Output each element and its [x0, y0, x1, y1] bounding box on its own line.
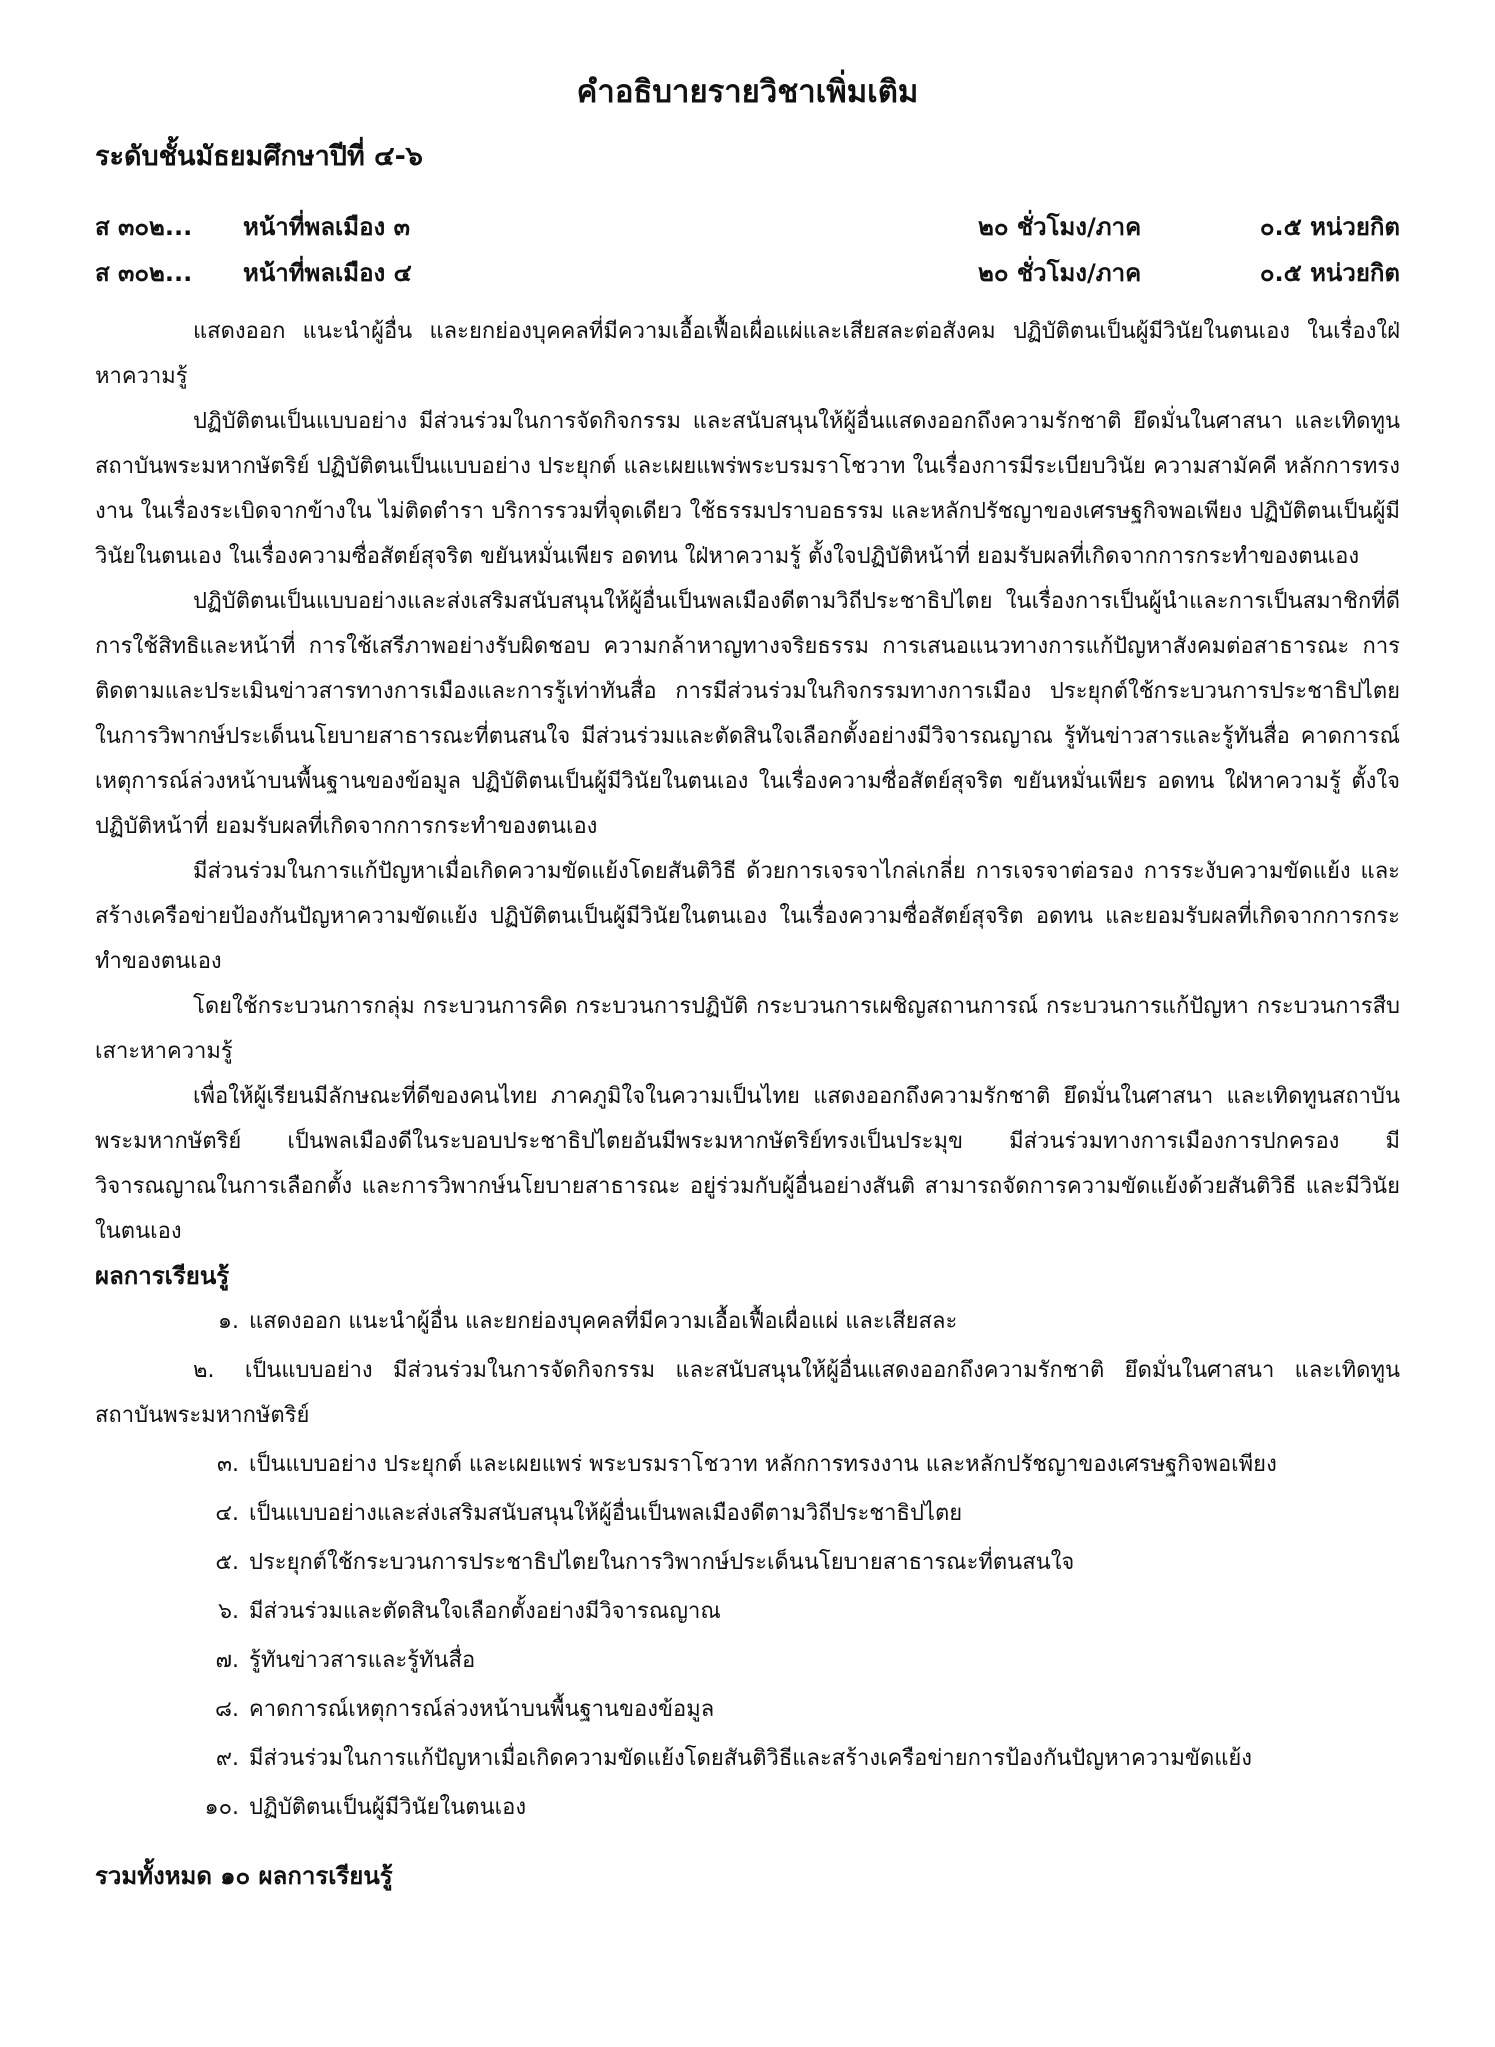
course-credit: ๐.๕ หน่วยกิต	[1259, 213, 1400, 241]
description-paragraph: ปฏิบัติตนเป็นแบบอย่างและส่งเสริมสนับสนุนให้ผู้อื่นเป็นพลเมืองดีตามวิถีประชาธิปไตย ในเรื่องการเป็นผู้นำและการเป็นสมาชิกที่ดี การใช้สิทธิและหน้าที่ การใช้เสรีภาพอย่างรับผิดชอบ ความกล้าหาญทางจริยธรรม การเสนอแนวทางการแก้ปัญหาสังคมต่อสาธารณะ การติดตามและประเมินข่าวสารทางการเมืองและการรู้เท่าทันสื่อ การมีส่วนร่วมในกิจกรรมทางการเมือง ประยุกต์ใช้กระบวนการประชาธิปไตยในการวิพากษ์ประเด็นนโยบายสาธารณะที่ตนสนใจ มีส่วนร่วมและตัดสินใจเลือกตั้งอย่างมีวิจารณญาณ รู้ทันข่าวสารและรู้ทันสื่อ คาดการณ์เหตุการณ์ล่วงหน้าบนพื้นฐานของข้อมูล ปฏิบัติตนเป็นผู้มีวินัยในตนเอง ในเรื่องความซื่อสัตย์สุจริต ขยันหมั่นเพียร อดทน ใฝ่หาความรู้ ตั้งใจปฏิบัติหน้าที่ ยอมรับผลที่เกิดจากการกระทำของตนเอง	[95, 589, 1400, 839]
outcome-number: ๗.	[215, 1648, 239, 1673]
outcome-text: ปฏิบัติตนเป็นผู้มีวินัยในตนเอง	[249, 1795, 527, 1820]
outcome-number: ๑๐.	[204, 1795, 239, 1820]
description-paragraph: ปฏิบัติตนเป็นแบบอย่าง มีส่วนร่วมในการจัดกิจกรรม และสนับสนุนให้ผู้อื่นแสดงออกถึงความรักชาติ ยึดมั่นในศาสนา และเทิดทูนสถาบันพระมหากษัตริย์ ปฏิบัติตนเป็นแบบอย่าง ประยุกต์ และเผยแพร่พระบรมราโชวาท ในเรื่องการมีระเบียบวินัย ความสามัคคี หลักการทรงงาน ในเรื่องระเบิดจากข้างใน ไม่ติดตำรา บริการรวมที่จุดเดียว ใช้ธรรมปราบอธรรม และหลักปรัชญาของเศรษฐกิจพอเพียง ปฏิบัติตนเป็นผู้มีวินัยในตนเอง ในเรื่องความซื่อสัตย์สุจริต ขยันหมั่นเพียร อดทน ใฝ่หาความรู้ ตั้งใจปฏิบัติหน้าที่ ยอมรับผลที่เกิดจากการกระทำของตนเอง	[95, 409, 1400, 569]
outcomes-total: รวมทั้งหมด ๑๐ ผลการเรียนรู้	[95, 1862, 393, 1890]
outcome-text: เป็นแบบอย่างและส่งเสริมสนับสนุนให้ผู้อื่นเป็นพลเมืองดีตามวิถีประชาธิปไตย	[249, 1501, 963, 1526]
outcome-text: มีส่วนร่วมและตัดสินใจเลือกตั้งอย่างมีวิจารณญาณ	[249, 1599, 721, 1624]
outcome-text: แสดงออก แนะนำผู้อื่น และยกย่องบุคคลที่มีความเอื้อเฟื้อเผื่อแผ่ และเสียสละ	[249, 1309, 958, 1334]
description-paragraph: แสดงออก แนะนำผู้อื่น และยกย่องบุคคลที่มีความเอื้อเฟื้อเผื่อแผ่และเสียสละต่อสังคม ปฏิบัติตนเป็นผู้มีวินัยในตนเอง ในเรื่องใฝ่หาความรู้	[95, 319, 1400, 389]
course-row	[95, 207, 1400, 253]
outcomes-list	[95, 1299, 1400, 1830]
course-name: หน้าที่พลเมือง ๓	[243, 213, 410, 241]
course-credit: ๐.๕ หน่วยกิต	[1259, 259, 1400, 287]
outcome-item	[95, 1589, 1400, 1634]
course-code: ส ๓๐๒...	[95, 213, 193, 241]
outcomes-heading: ผลการเรียนรู้	[95, 1262, 230, 1290]
description-paragraph: โดยใช้กระบวนการกลุ่ม กระบวนการคิด กระบวนการปฏิบัติ กระบวนการเผชิญสถานการณ์ กระบวนการแก้ปัญหา กระบวนการสืบเสาะหาความรู้	[95, 994, 1400, 1064]
outcome-text: เป็นแบบอย่าง ประยุกต์ และเผยแพร่ พระบรมราโชวาท หลักการทรงงาน และหลักปรัชญาของเศรษฐกิจพอเพียง	[249, 1452, 1277, 1477]
document-title: คำอธิบายรายวิชาเพิ่มเติม	[576, 74, 919, 110]
course-code: ส ๓๐๒...	[95, 259, 193, 287]
outcome-text: ประยุกต์ใช้กระบวนการประชาธิปไตยในการวิพากษ์ประเด็นนโยบายสาธารณะที่ตนสนใจ	[249, 1550, 1075, 1575]
outcome-number: ๔.	[215, 1501, 239, 1526]
course-name: หน้าที่พลเมือง ๔	[243, 259, 412, 287]
outcome-item	[95, 1638, 1400, 1683]
outcome-item	[95, 1299, 1400, 1344]
outcome-item	[95, 1687, 1400, 1732]
outcome-text: มีส่วนร่วมในการแก้ปัญหาเมื่อเกิดความขัดแย้งโดยสันติวิธีและสร้างเครือข่ายการป้องกันปัญหาความขัดแย้ง	[249, 1746, 1253, 1771]
grade-level: ระดับชั้นมัธยมศึกษาปีที่ ๔-๖	[95, 141, 423, 172]
course-hours: ๒๐ ชั่วโมง/ภาค	[978, 259, 1142, 287]
outcome-item	[95, 1348, 1400, 1438]
outcome-item	[95, 1736, 1400, 1781]
outcome-number: ๓.	[216, 1452, 239, 1477]
outcome-number: ๕.	[215, 1550, 239, 1575]
outcome-text: คาดการณ์เหตุการณ์ล่วงหน้าบนพื้นฐานของข้อมูล	[249, 1697, 715, 1722]
description-paragraph: มีส่วนร่วมในการแก้ปัญหาเมื่อเกิดความขัดแย้งโดยสันติวิธี ด้วยการเจรจาไกล่เกลี่ย การเจรจาต่อรอง การระงับความขัดแย้ง และสร้างเครือข่ายป้องกันปัญหาความขัดแย้ง ปฏิบัติตนเป็นผู้มีวินัยในตนเอง ในเรื่องความซื่อสัตย์สุจริต อดทน และยอมรับผลที่เกิดจากการกระทำของตนเอง	[95, 859, 1400, 974]
outcome-number: ๑.	[218, 1309, 239, 1334]
outcome-number: ๒.	[193, 1358, 215, 1383]
outcome-text: เป็นแบบอย่าง มีส่วนร่วมในการจัดกิจกรรม และสนับสนุนให้ผู้อื่นแสดงออกถึงความรักชาติ ยึดมั่นในศาสนา และเทิดทูนสถาบันพระมหากษัตริย์	[95, 1358, 1400, 1428]
course-row	[95, 253, 1400, 299]
outcome-item	[95, 1785, 1400, 1830]
description-paragraph: เพื่อให้ผู้เรียนมีลักษณะที่ดีของคนไทย ภาคภูมิใจในความเป็นไทย แสดงออกถึงความรักชาติ ยึดมั่นในศาสนา และเทิดทูนสถาบันพระมหากษัตริย์ เป็นพลเมืองดีในระบอบประชาธิปไตยอันมีพระมหากษัตริย์ทรงเป็นประมุข มีส่วนร่วมทางการเมืองการปกครอง มีวิจารณญาณในการเลือกตั้ง และการวิพากษ์นโยบายสาธารณะ อยู่ร่วมกับผู้อื่นอย่างสันติ สามารถจัดการความขัดแย้งด้วยสันติวิธี และมีวินัยในตนเอง	[95, 1084, 1400, 1244]
outcome-number: ๖.	[218, 1599, 239, 1624]
outcome-number: ๘.	[215, 1697, 239, 1722]
outcome-item	[95, 1540, 1400, 1585]
course-hours: ๒๐ ชั่วโมง/ภาค	[978, 213, 1142, 241]
outcome-number: ๙.	[215, 1746, 239, 1771]
outcome-text: รู้ทันข่าวสารและรู้ทันสื่อ	[249, 1648, 476, 1673]
outcome-item	[95, 1491, 1400, 1536]
outcome-item	[95, 1442, 1400, 1487]
